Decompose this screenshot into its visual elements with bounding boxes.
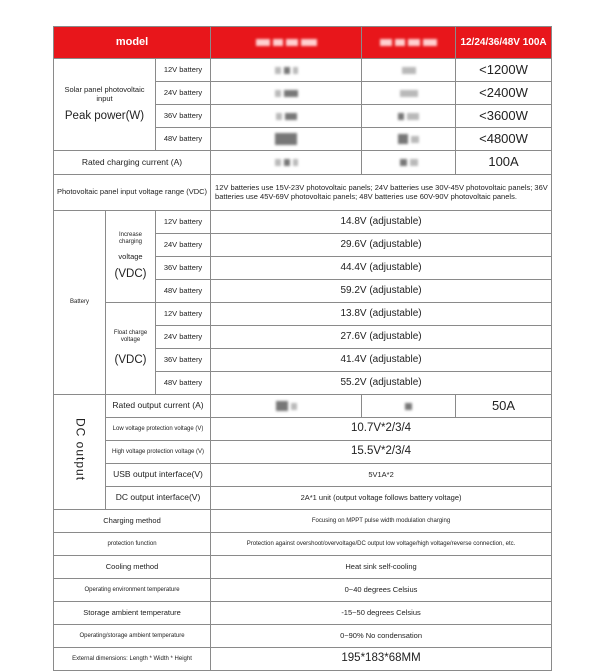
solar-row	[54, 59, 552, 82]
spec-label: protection function	[54, 533, 211, 556]
solar-label	[54, 59, 156, 151]
spec-row	[54, 625, 552, 648]
dc-output-label: DC output	[73, 417, 88, 481]
dc-interface-row	[54, 487, 552, 510]
dc-low-protection-label: Low voltage protection voltage (V)	[106, 418, 211, 441]
spec-row	[54, 533, 552, 556]
increase-battery-48v: 48V battery	[156, 280, 211, 303]
spec-row	[54, 579, 552, 602]
increase-battery-24v: 24V battery	[156, 234, 211, 257]
spec-label: Operating environment temperature	[54, 579, 211, 602]
dc-usb-value: 5V1A*2	[211, 464, 552, 487]
spec-row	[54, 556, 552, 579]
spec-value: -15~50 degrees Celsius	[211, 602, 552, 625]
spec-sheet	[53, 26, 548, 671]
spec-label: Charging method	[54, 510, 211, 533]
spec-value: Protection against overshoot/overvoltage/DC output low voltage/high voltage/reverse connection, etc.	[211, 533, 552, 556]
spec-value: Focusing on MPPT pulse width modulation charging	[211, 510, 552, 533]
dc-high-protection-value: 15.5V*2/3/4	[211, 441, 552, 464]
pv-range-label: Photovoltaic panel input voltage range (VDC)	[54, 175, 211, 211]
dc-usb-label: USB output interface(V)	[106, 464, 211, 487]
increase-battery-36v: 36V battery	[156, 257, 211, 280]
float-label: Float charge voltage (VDC)	[106, 303, 156, 395]
model-header: model	[54, 27, 211, 59]
solar-value-12v: <1200W	[456, 59, 552, 82]
dc-usb-row	[54, 464, 552, 487]
float-value-24v: 27.6V (adjustable)	[211, 326, 552, 349]
rated-charging-label: Rated charging current (A)	[54, 151, 211, 175]
dc-interface-label: DC output interface(V)	[106, 487, 211, 510]
solar-value-48v: <4800W	[456, 128, 552, 151]
spec-value: 0~40 degrees Celsius	[211, 579, 552, 602]
dc-rated-output-row	[54, 395, 552, 418]
dc-interface-value: 2A*1 unit (output voltage follows battery voltage)	[211, 487, 552, 510]
solar-battery-36v: 36V battery	[156, 105, 211, 128]
spec-row	[54, 648, 552, 671]
dc-high-protection-row	[54, 441, 552, 464]
spec-label: Storage ambient temperature	[54, 602, 211, 625]
solar-battery-48v: 48V battery	[156, 128, 211, 151]
spec-value: 0~90% No condensation	[211, 625, 552, 648]
pv-range-row	[54, 175, 552, 211]
header-row	[54, 27, 552, 59]
solar-label-line1: Solar panel photovoltaic input	[64, 85, 145, 103]
float-battery-12v: 12V battery	[156, 303, 211, 326]
increase-value-48v: 59.2V (adjustable)	[211, 280, 552, 303]
spec-row	[54, 602, 552, 625]
rated-charging-row	[54, 151, 552, 175]
spec-label: External dimensions: Length * Width * Height	[54, 648, 211, 671]
rated-charging-value: 100A	[456, 151, 552, 175]
float-value-48v: 55.2V (adjustable)	[211, 372, 552, 395]
solar-battery-24v: 24V battery	[156, 82, 211, 105]
dc-high-protection-label: High voltage protection voltage (V)	[106, 441, 211, 464]
float-value-36v: 41.4V (adjustable)	[211, 349, 552, 372]
increase-value-24v: 29.6V (adjustable)	[211, 234, 552, 257]
float-battery-36v: 36V battery	[156, 349, 211, 372]
float-row	[54, 303, 552, 326]
spec-row	[54, 510, 552, 533]
float-battery-48v: 48V battery	[156, 372, 211, 395]
solar-value-24v: <2400W	[456, 82, 552, 105]
increase-battery-12v: 12V battery	[156, 211, 211, 234]
increase-value-36v: 44.4V (adjustable)	[211, 257, 552, 280]
spec-label: Cooling method	[54, 556, 211, 579]
specification-table	[53, 26, 552, 671]
model-a-header-redacted	[211, 27, 362, 59]
float-battery-24v: 24V battery	[156, 326, 211, 349]
float-value-12v: 13.8V (adjustable)	[211, 303, 552, 326]
spec-value: Heat sink self-cooling	[211, 556, 552, 579]
solar-value-36v: <3600W	[456, 105, 552, 128]
dc-rated-output-value: 50A	[456, 395, 552, 418]
model-b-header-redacted	[362, 27, 456, 59]
battery-section-label: Battery	[54, 211, 106, 395]
voltage-title-header: 12/24/36/48V 100A	[456, 27, 552, 59]
dc-output-section	[54, 395, 106, 510]
solar-label-line2: Peak power(W)	[64, 109, 145, 122]
increase-label: Increase charging voltage (VDC)	[106, 211, 156, 303]
solar-battery-12v: 12V battery	[156, 59, 211, 82]
dc-rated-output-label: Rated output current (A)	[106, 395, 211, 418]
increase-value-12v: 14.8V (adjustable)	[211, 211, 552, 234]
spec-label: Operating/storage ambient temperature	[54, 625, 211, 648]
increase-row	[54, 211, 552, 234]
dc-low-protection-value: 10.7V*2/3/4	[211, 418, 552, 441]
dc-low-protection-row	[54, 418, 552, 441]
pv-range-value: 12V batteries use 15V-23V photovoltaic panels; 24V batteries use 30V-45V photovoltaic panels; 36V batteries use 45V-69V photovoltaic panels; 48V batteries use 60V-90V photovoltaic panels.	[211, 175, 552, 211]
spec-value: 195*183*68MM	[211, 648, 552, 671]
